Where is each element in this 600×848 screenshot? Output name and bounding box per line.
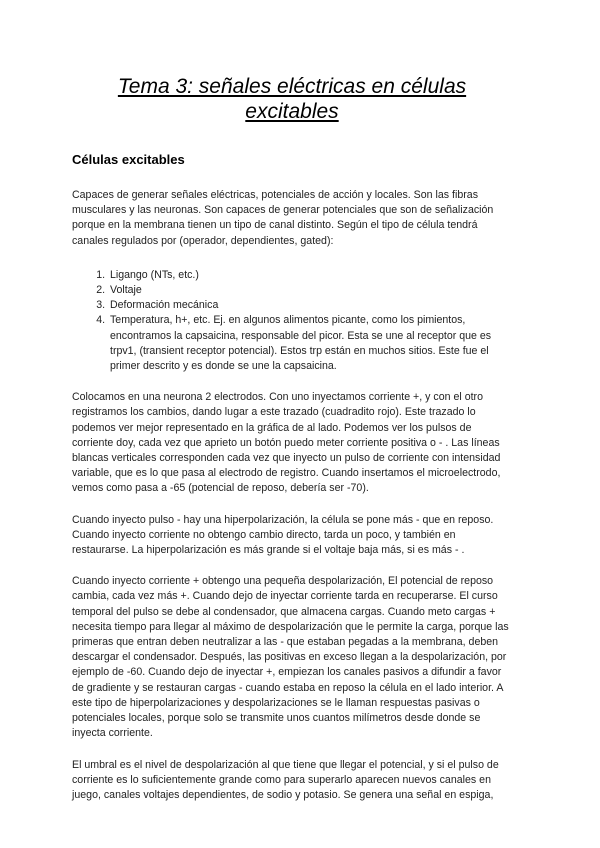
list-item: 1. Ligango (NTs, etc.) — [108, 268, 512, 283]
paragraph-depolarization: Cuando inyecto corriente + obtengo una pequeña despolarización, El potencial de reposo cambia, cada vez más +. Cuando dejo de inyectar corriente tarda en recuperarse. El curso temporal del pulso se debe al condensador, que almacena cargas. Cuando meto cargas + necesita tiempo para llegar al máximo de despolarización que le permite la carga, porque las primeras que entran deben neutralizar a las - que estaban pegadas a la membrana, deben descargar el condensador. Después, las positivas en exceso llegan a la despolarización, por ejemplo de -60. Cuando dejo de inyectar +, empiezan los canales pasivos a difundir a favor de gradiente y se restauran cargas - cuando estaba en reposo la célula en el lado interior. A este tipo de hiperpolarizaciones y despolarizaciones se le llaman respuestas pasivas o potenciales locales, porque solo se transmite unos cuantos milímetros desde donde se inyecta corriente. — [72, 575, 509, 740]
channel-types-list — [72, 268, 512, 374]
paragraph-intro: Capaces de generar señales eléctricas, potenciales de acción y locales. Son las fibras musculares y las neuronas. Son capaces de generar potenciales que son de señalización porque en la membrana tienen un tipo de canal distinto. Según el tipo de célula tendrá canales regulados por (operador, dependientes, gated): — [72, 189, 494, 247]
section-heading: Células excitables — [72, 152, 185, 167]
list-item: 2. Voltaje — [108, 283, 512, 298]
list-item: 3. Deformación mecánica — [108, 298, 512, 313]
document-title: Tema 3: señales eléctricas en células excitables — [117, 75, 467, 123]
paragraph-electrodes: Colocamos en una neurona 2 electrodos. Con uno inyectamos corriente +, y con el otro registramos los cambios, dando lugar a este trazado (cuadradito rojo). Este trazado lo podemos ver mejor representado en la gráfica de al lado. Podemos ver los pulsos de corriente doy, cada vez que aprieto un botón puedo meter corriente positiva o - . Las líneas blancas verticales corresponden cada vez que inyecto un pulso de corriente con intensidad variable, que es lo que pasa al electrodo de registro. Cuando insertamos el microelectrodo, vemos como pasa a -65 (potencial de reposo, debería ser -70). — [72, 391, 501, 495]
paragraph-hyperpolarization: Cuando inyecto pulso - hay una hiperpolarización, la célula se pone más - que en reposo. Cuando inyecto corriente no obtengo cambio directo, tarda un poco, y también en restaurarse. La hiperpolarización es más grande si el voltaje baja más, si es más - . — [72, 513, 494, 557]
list-item: 4. Temperatura, h+, etc. Ej. en algunos alimentos picante, como los pimientos, encontramos la capsaicina, responsable del picor. Esta se une al receptor que es trpv1, (transient receptor potencial). Estos trp están en muchos sitios. Este fue el primer descrito y es donde se une la capsaicina. — [108, 313, 512, 374]
paragraph-threshold: El umbral es el nivel de despolarización al que tiene que llegar el potencial, y si el pulso de corriente es lo suficientemente grande como para superarlo aparecen nuevos canales en juego, canales voltajes dependientes, de sodio y potasio. Se genera una señal en espiga, — [72, 758, 499, 801]
